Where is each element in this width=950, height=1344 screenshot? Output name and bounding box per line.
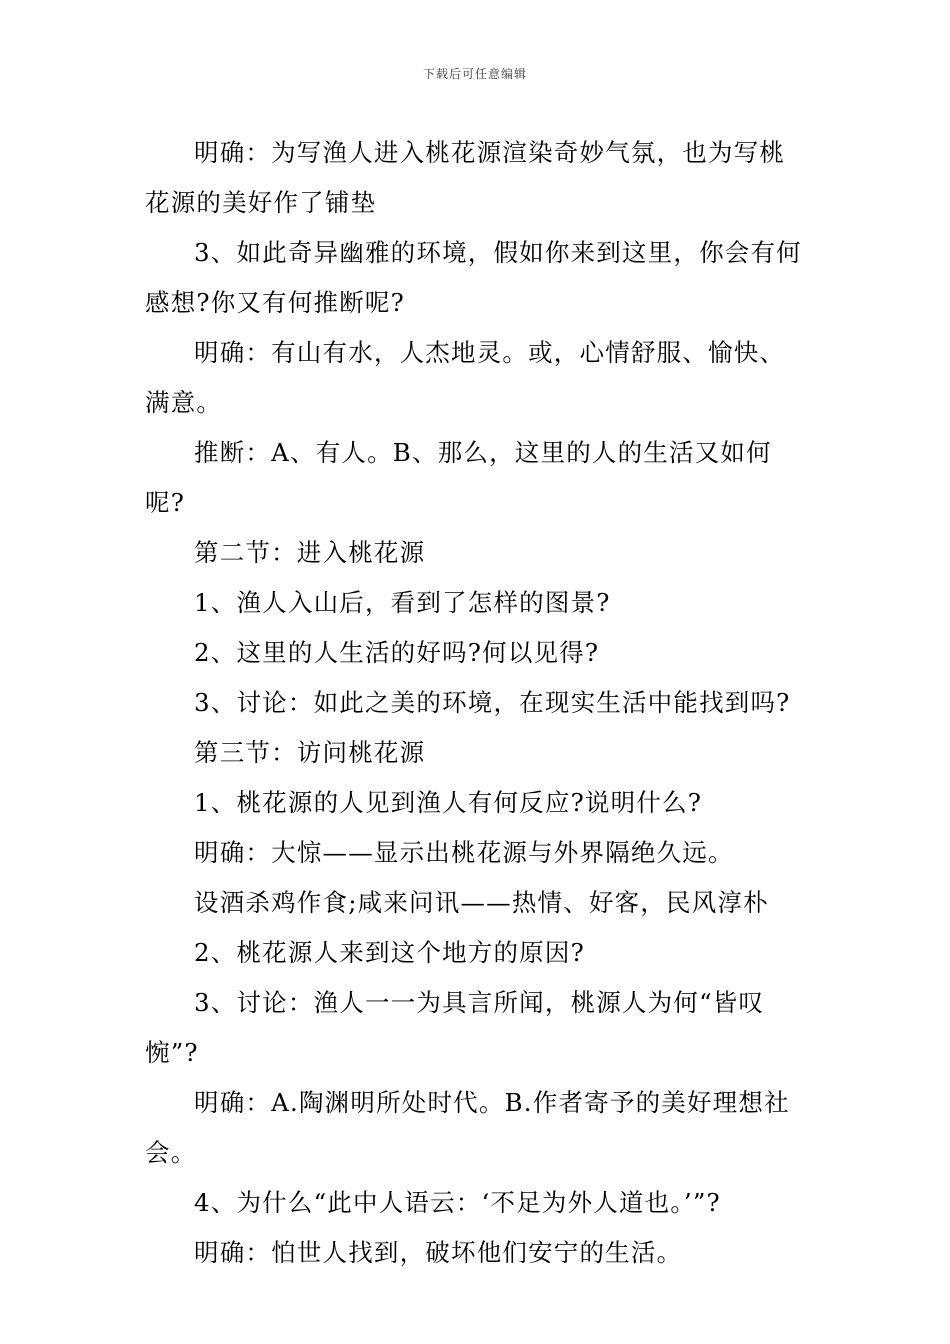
paragraph-question-1: 1、渔人入山后，看到了怎样的图景? bbox=[194, 588, 611, 617]
paragraph-inference: 推断：A、有人。B、那么，这里的人的生活又如何呢? bbox=[145, 438, 772, 517]
page-header: 下载后可任意编辑 bbox=[422, 67, 527, 81]
paragraph-clarification-2: 明确：有山有水，人杰地灵。或，心情舒服、愉快、满意。 bbox=[145, 338, 786, 417]
paragraph-clarification-5: 明确：怕世人找到，破坏他们安宁的生活。 bbox=[194, 1238, 683, 1267]
section-heading-3: 第三节：访问桃花源 bbox=[194, 738, 426, 767]
paragraph-detail: 设酒杀鸡作食;咸来问讯——热情、好客，民风淳朴 bbox=[194, 888, 769, 917]
paragraph-discussion-2: 3、讨论：渔人一一为具言所闻，桃源人为何“皆叹惋”? bbox=[145, 988, 765, 1067]
paragraph-discussion-1: 3、讨论：如此之美的环境，在现实生活中能找到吗? bbox=[194, 688, 791, 717]
section-heading-2: 第二节：进入桃花源 bbox=[194, 538, 426, 567]
paragraph-question-3: 3、如此奇异幽雅的环境，假如你来到这里，你会有何感想?你又有何推断呢? bbox=[145, 238, 802, 317]
paragraph-question-2b: 2、桃花源人来到这个地方的原因? bbox=[194, 938, 585, 967]
paragraph-clarification-3: 明确：大惊——显示出桃花源与外界隔绝久远。 bbox=[194, 838, 734, 867]
paragraph-question-2: 2、这里的人生活的好吗?何以见得? bbox=[194, 638, 600, 667]
paragraph-question-4: 4、为什么“此中人语云：‘不足为外人道也。’”? bbox=[194, 1188, 721, 1217]
paragraph-clarification-1: 明确：为写渔人进入桃花源渲染奇妙气氛，也为写桃花源的美好作了铺垫 bbox=[145, 138, 786, 217]
paragraph-clarification-4: 明确：A.陶渊明所处时代。B.作者寄予的美好理想社会。 bbox=[145, 1088, 790, 1167]
document-body bbox=[145, 128, 810, 1278]
paragraph-question-1b: 1、桃花源的人见到渔人有何反应?说明什么? bbox=[194, 788, 703, 817]
